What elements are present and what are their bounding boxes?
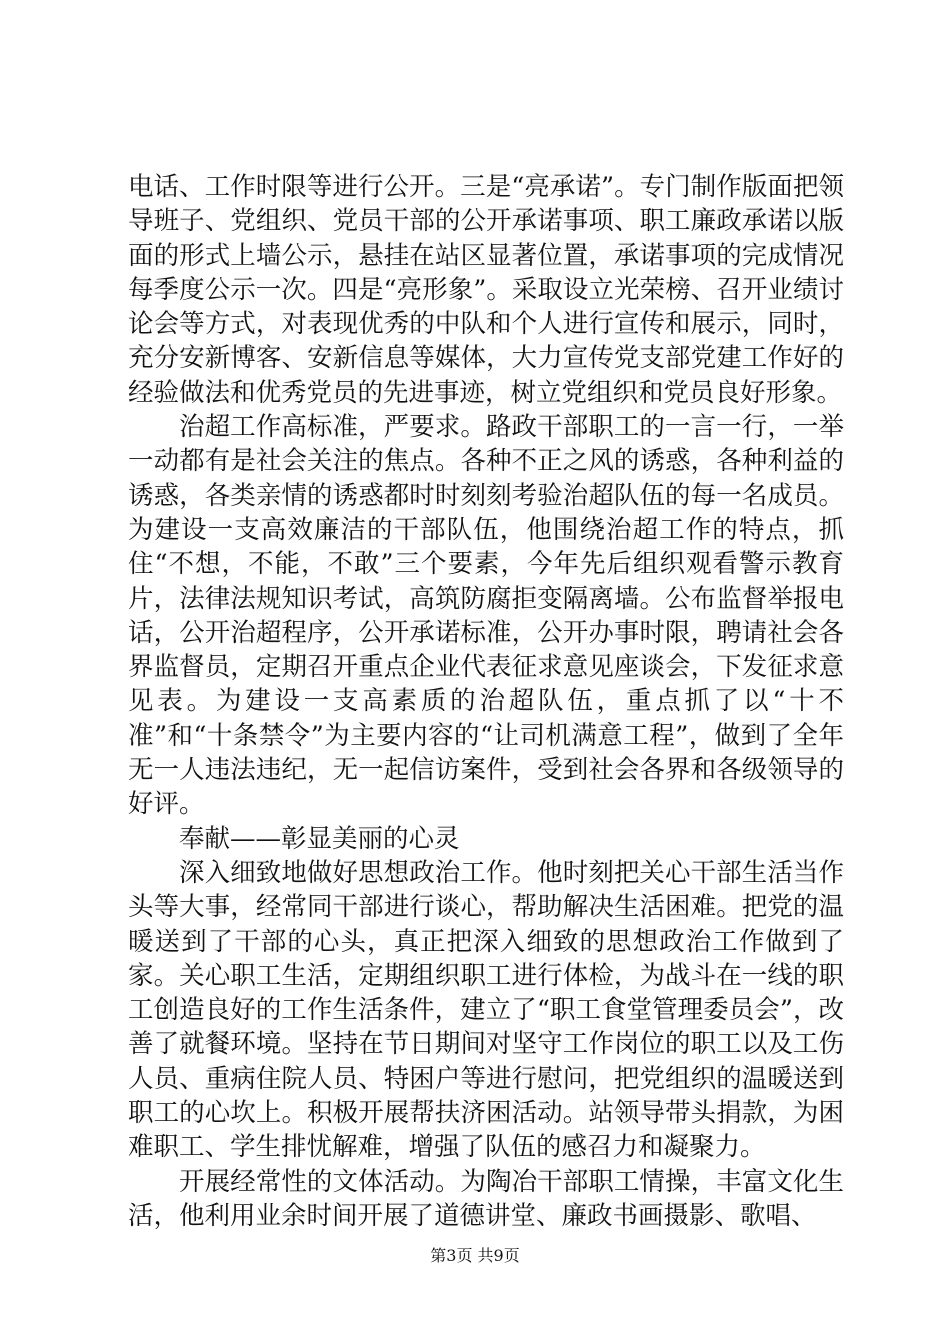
section-heading: 奉献——彰显美丽的心灵 — [179, 823, 460, 854]
document-body — [128, 170, 844, 1233]
paragraph-continuation: 电话、工作时限等进行公开。三是“亮承诺”。专门制作版面把领导班子、党组织、党员干部的公开承诺事项、职工廉政承诺以版面的形式上墙公示，悬挂在站区显著位置，承诺事项的完成情况每季度公示一次。四是“亮形象”。采取设立光荣榜、召开业绩讨论会等方式，对表现优秀的中队和个人进行宣传和展示，同时，充分安新博客、安新信息等媒体，大力宣传党支部党建工作好的经验做法和优秀党员的先进事迹，树立党组织和党员良好形象。 — [128, 172, 844, 408]
page-footer — [0, 1243, 950, 1266]
paragraph-overload-control: 治超工作高标准，严要求。路政干部职工的一言一行，一举一动都有是社会关注的焦点。各种不正之风的诱惑，各种利益的诱惑，各类亲情的诱惑都时时刻刻考验治超队伍的每一名成员。为建设一支高效廉洁的干部队伍，他围绕治超工作的特点，抓住“不想，不能，不敢”三个要素，今年先后组织观看警示教育片，法律法规知识考试，高筑防腐拒变隔离墙。公布监督举报电话，公开治超程序，公开承诺标准，公开办事时限，聘请社会各界监督员，定期召开重点企业代表征求意见座谈会，下发征求意见表。为建设一支高素质的治超队伍，重点抓了以“十不准”和“十条禁令”为主要内容的“让司机满意工程”，做到了全年无一人违法违纪，无一起信访案件，受到社会各界和各级领导的好评。 — [128, 412, 844, 820]
paragraph-cultural-activities: 开展经常性的文体活动。为陶冶干部职工情操，丰富文化生活，他利用业余时间开展了道德讲堂、廉政书画摄影、歌唱、 — [128, 1166, 844, 1231]
page-indicator: 第3页 共9页 — [430, 1246, 520, 1265]
paragraph-political-work: 深入细致地做好思想政治工作。他时刻把关心干部生活当作头等大事，经常同干部进行谈心，帮助解决生活困难。把党的温暖送到了干部的心头，真正把深入细致的思想政治工作做到了家。关心职工生活，定期组织职工进行体检，为战斗在一线的职工创造良好的工作生活条件，建立了“职工食堂管理委员会”，改善了就餐环境。坚持在节日期间对坚守工作岗位的职工以及工伤人员、重病住院人员、特困户等进行慰问，把党组织的温暖送到职工的心坎上。积极开展帮扶济困活动。站领导带头捐款，为困难职工、学生排忧解难，增强了队伍的感召力和凝聚力。 — [128, 857, 844, 1163]
